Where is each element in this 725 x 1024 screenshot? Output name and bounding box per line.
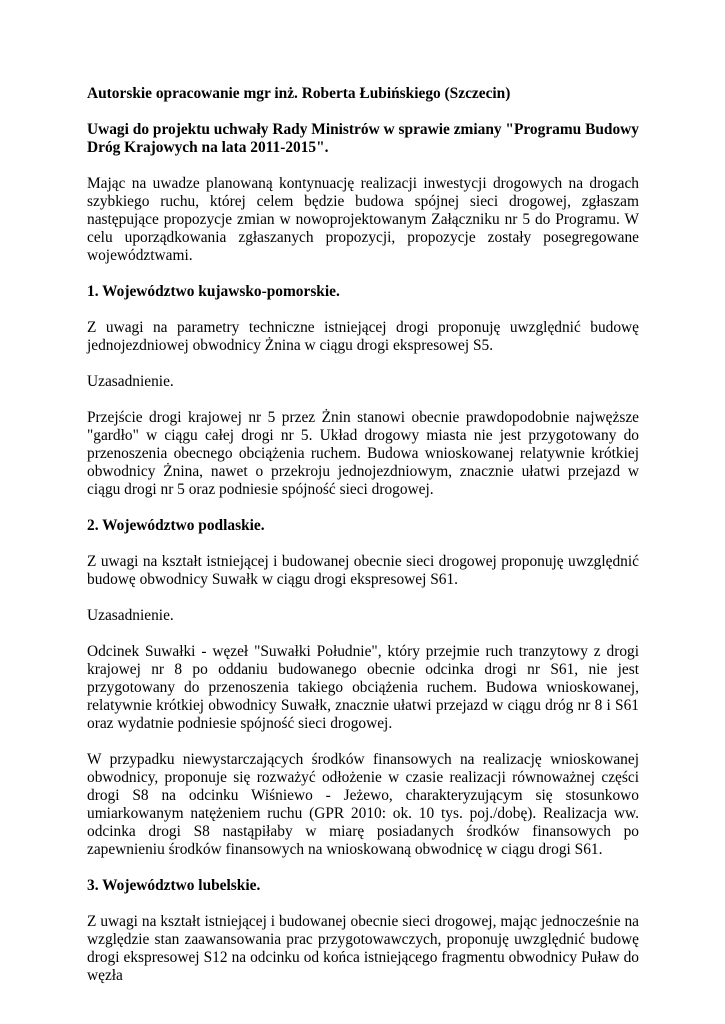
section-1-justification-label: Uzasadnienie. xyxy=(87,373,174,390)
section-1-justification: Przejście drogi krajowej nr 5 przez Żnin stanowi obecnie prawdopodobnie najwęższe "gardło" w ciągu całej drogi nr 5. Układ drogowy miasta nie jest przygotowany do przenoszenia obecnego obciążenia ruchem. Budowa wnioskowanej relatywnie krótkiej obwodnicy Żnina, nawet o przekroju jednojezdniowym, znacznie ułatwi przejazd w ciągu drogi nr 5 oraz podniesie spójność sieci drogowej. xyxy=(87,409,639,498)
section-2-justification-label: Uzasadnienie. xyxy=(87,607,174,624)
document-title: Uwagi do projektu uchwały Rady Ministrów w sprawie zmiany "Programu Budowy Dróg Krajowych na lata 2011-2015". xyxy=(87,121,639,156)
section-2-heading: 2. Województwo podlaskie. xyxy=(87,517,265,534)
section-1-heading: 1. Województwo kujawsko-pomorskie. xyxy=(87,283,340,300)
section-3-proposal: Z uwagi na kształt istniejącej i budowanej obecnie sieci drogowej, mając jednocześnie na względzie stan zaawansowania prac przygotowawczych, proponuję uwzględnić budowę drogi ekspresowej S12 na odcinku od końca istniejącego fragmentu obwodnicy Puław do węzła xyxy=(87,913,639,984)
document-page xyxy=(87,85,639,1003)
section-2-justification: Odcinek Suwałki - węzeł "Suwałki Południe", który przejmie ruch tranzytowy z drogi krajowej nr 8 po oddaniu budowanego obecnie odcinka drogi nr S61, nie jest przygotowany do przenoszenia takiego obciążenia ruchem. Budowa wnioskowanej, relatywnie krótkiej obwodnicy Suwałk, znacznie ułatwi przejazd w ciągu dróg nr 8 i S61 oraz wydatnie podniesie spójność sieci drogowej. xyxy=(87,643,639,732)
section-3-heading: 3. Województwo lubelskie. xyxy=(87,877,261,894)
section-2-additional: W przypadku niewystarczających środków finansowych na realizację wnioskowanej obwodnicy, proponuje się rozważyć odłożenie w czasie realizacji równoważnej części drogi S8 na odcinku Wiśniewo - Jeżewo, charakteryzującym się stosunkowo umiarkowanym natężeniem ruchu (GPR 2010: ok. 10 tys. poj./dobę). Realizacja ww. odcinka drogi S8 nastąpiłaby w miarę posiadanych środków finansowych po zapewnieniu środków finansowych na wnioskowaną obwodnicę w ciągu drogi S61. xyxy=(87,751,639,858)
intro-paragraph: Mając na uwadze planowaną kontynuację realizacji inwestycji drogowych na drogach szybkiego ruchu, której celem będzie budowa spójnej sieci drogowej, zgłaszam następujące propozycje zmian w nowoprojektowanym Załączniku nr 5 do Programu. W celu uporządkowania zgłaszanych propozycji, propozycje zostały posegregowane województwami. xyxy=(87,175,639,264)
author-line: Autorskie opracowanie mgr inż. Roberta Łubińskiego (Szczecin) xyxy=(87,85,511,102)
section-2-proposal: Z uwagi na kształt istniejącej i budowanej obecnie sieci drogowej proponuję uwzględnić budowę obwodnicy Suwałk w ciągu drogi ekspresowej S61. xyxy=(87,553,639,588)
section-1-proposal: Z uwagi na parametry techniczne istniejącej drogi proponuję uwzględnić budowę jednojezdniowej obwodnicy Żnina w ciągu drogi ekspresowej S5. xyxy=(87,319,639,354)
